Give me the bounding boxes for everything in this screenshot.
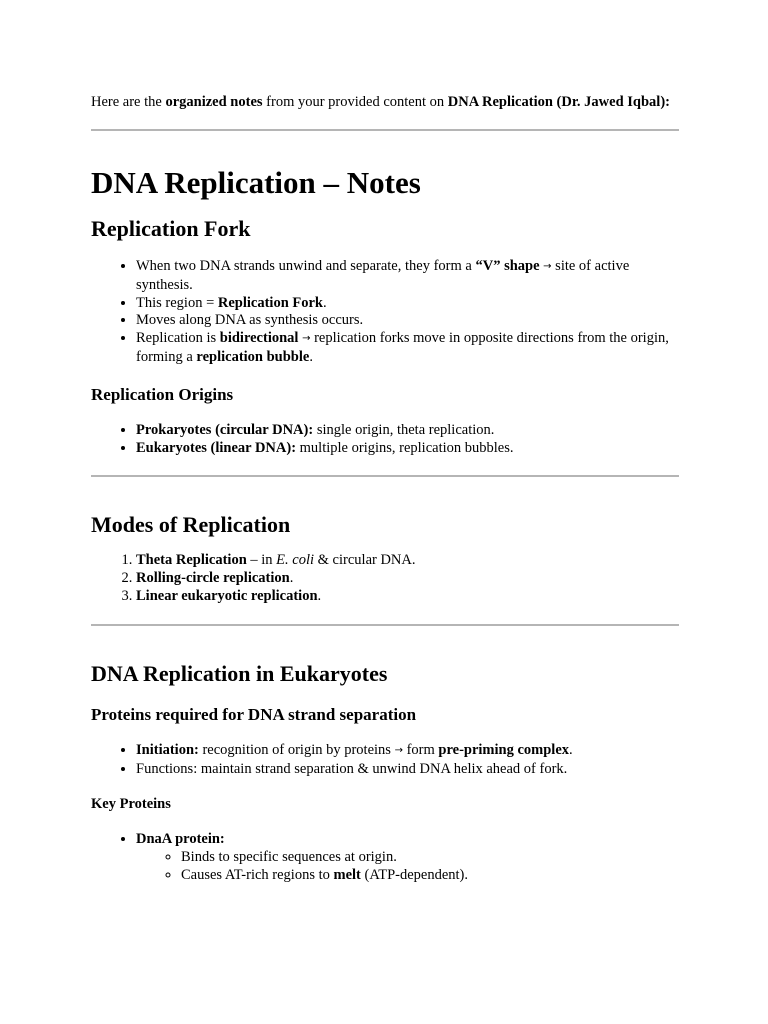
list-item: • Initiation: recognition of origin by proteins → form pre-priming complex. [136, 742, 679, 761]
list-item: • Functions: maintain strand separation & unwind DNA helix ahead of fork. [136, 761, 679, 779]
fork-list [91, 258, 679, 367]
modes-list [91, 552, 679, 605]
list-item: • Prokaryotes (circular DNA): single origin, theta replication. [136, 422, 679, 440]
heading-key-proteins: Key Proteins [91, 796, 171, 813]
intro-bold: DNA Replication (Dr. Jawed Iqbal): [447, 94, 670, 110]
intro-bold: organized notes [165, 94, 263, 110]
sublist-item: ◦ Causes AT-rich regions to melt (ATP-dependent). [181, 867, 679, 885]
list-item: • When two DNA strands unwind and separate, they form a “V” shape → site of active synthesis. [136, 258, 679, 295]
divider [91, 129, 679, 131]
arrow-icon: → [302, 333, 311, 345]
proteins-list [91, 742, 679, 779]
list-item: 3. Linear eukaryotic replication. [136, 588, 679, 606]
heading-replication-fork: Replication Fork [91, 216, 251, 241]
page-title: DNA Replication – Notes [91, 165, 421, 200]
list-item: 2. Rolling-circle replication. [136, 570, 679, 588]
intro-text: Here are the [91, 94, 166, 110]
heading-replication-origins: Replication Origins [91, 384, 234, 404]
list-item: • Eukaryotes (linear DNA): multiple origins, replication bubbles. [136, 440, 679, 458]
arrow-icon: → [394, 744, 403, 756]
key-proteins-list [91, 831, 679, 884]
arrow-icon: → [543, 261, 552, 272]
heading-proteins-strand-separation: Proteins required for DNA strand separation [91, 704, 417, 724]
dnaa-sublist [136, 849, 679, 885]
list-item: • Moves along DNA as synthesis occurs. [136, 312, 679, 330]
document-content [91, 94, 679, 885]
intro-text: from your provided content on [262, 94, 448, 110]
divider [91, 624, 679, 626]
list-item: • DnaA protein: ◦ Binds to specific sequences at origin. ◦ Causes AT-rich regions to melt (ATP-dependent). [136, 831, 679, 884]
divider [91, 475, 679, 477]
sublist-item: ◦ Binds to specific sequences at origin. [181, 849, 679, 867]
origins-list [91, 422, 679, 458]
list-item: • Replication is bidirectional → replication forks move in opposite directions from the origin, forming a replication bubble. [136, 330, 679, 367]
intro-paragraph [91, 94, 679, 111]
list-item: 1. Theta Replication – in E. coli & circular DNA. [136, 552, 679, 570]
list-item: • This region = Replication Fork. [136, 295, 679, 313]
heading-dna-replication-eukaryotes: DNA Replication in Eukaryotes [91, 660, 388, 686]
heading-modes-of-replication: Modes of Replication [91, 512, 291, 538]
